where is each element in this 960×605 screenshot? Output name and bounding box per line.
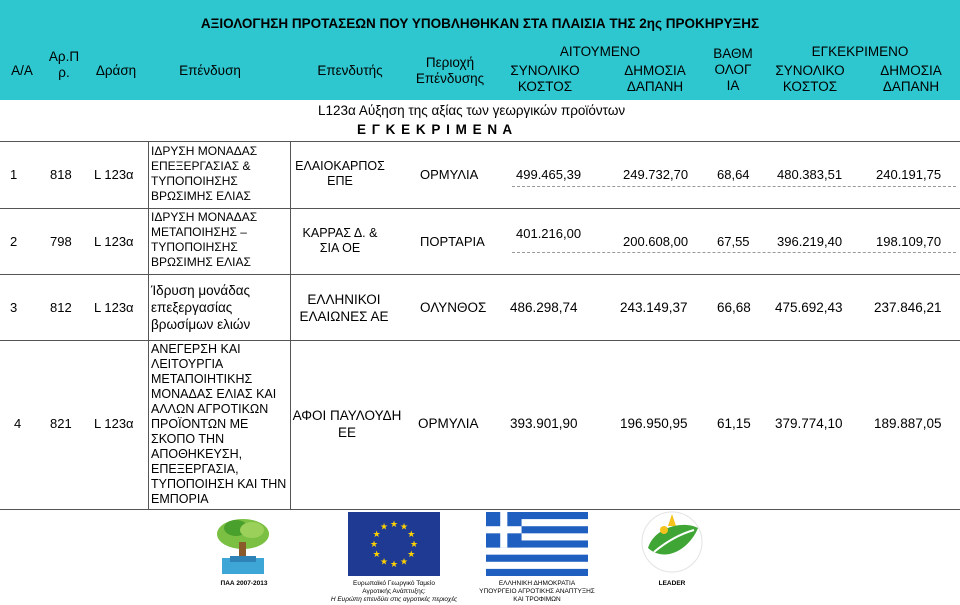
row-dimosia: 196.950,95 (620, 416, 688, 431)
gr-caption-2: ΥΠΟΥΡΓΕΙΟ ΑΓΡΟΤΙΚΗΣ ΑΝΑΠΤΥΞΗΣ (479, 588, 595, 595)
header-aitoumeno: ΑΙΤΟΥΜΕΝΟ (559, 44, 641, 59)
eu-caption-2: Αγροτικής Ανάπτυξης: (362, 588, 426, 595)
eu-caption-3: Η Ευρώπη επενδύει στις αγροτικές περιοχές (330, 596, 458, 603)
flag-stripe (486, 562, 588, 570)
header-drasi: Δράση (95, 63, 137, 78)
row-vathmos: 67,55 (717, 234, 750, 249)
eu-star-icon: ★ (389, 519, 399, 529)
row-periochi: ΟΡΜΥΛΙΑ (418, 416, 479, 431)
flag-stripe (486, 569, 588, 576)
flag-cross (486, 526, 522, 533)
row-vathmos: 68,64 (717, 167, 750, 182)
header-periochi: Περιοχή Επένδυσης (415, 54, 485, 86)
eu-star-icon: ★ (379, 521, 389, 532)
row-aa: 4 (14, 416, 22, 431)
row-eg-dimosia: 240.191,75 (876, 167, 942, 182)
eu-flag (348, 512, 440, 576)
eu-star-icon: ★ (372, 529, 381, 539)
eu-star-icon: ★ (407, 529, 416, 539)
row-divider (0, 141, 960, 142)
page-title: ΑΞΙΟΛΟΓΗΣΗ ΠΡΟΤΑΣΕΩΝ ΠΟΥ ΥΠΟΒΛΗΘΗΚΑΝ ΣΤΑ ΠΛΑΙΣΙΑ ΤΗΣ 2ης ΠΡΟΚΗΡΥΞΗΣ (200, 15, 760, 31)
header-egkekrimeno: ΕΓΚΕΚΡΙΜΕΝΟ (811, 44, 909, 59)
row-ependytis: ΑΦΟΙ ΠΑΥΛΟΥΔΗ ΕΕ (292, 408, 402, 440)
header-dimosia-egkekrimeno: ΔΗΜΟΣΙΑ ΔΑΠΑΝΗ (880, 63, 942, 94)
gr-caption-1: ΕΛΛΗΝΙΚΗ ΔΗΜΟΚΡΑΤΙΑ (498, 580, 576, 587)
greek-flag (486, 512, 588, 576)
eu-star-icon: ★ (389, 559, 399, 569)
leader-logo (632, 508, 712, 578)
gr-caption-3: ΚΑΙ ΤΡΟΦΙΜΩΝ (513, 596, 561, 603)
row-ependytis: ΕΛΑΙΟΚΑΡΠΟΣ ΕΠΕ (295, 159, 385, 188)
eu-star-icon: ★ (409, 539, 419, 549)
paa-logo (212, 512, 274, 576)
eu-star-icon: ★ (379, 556, 389, 567)
measure-heading: L123α Αύξηση της αξίας των γεωργικών προϊόντων (318, 103, 626, 118)
status-heading: Ε Γ Κ Ε Κ Ρ Ι Μ Ε Ν Α (357, 122, 514, 137)
row-periochi: ΟΛΥΝΘΟΣ (420, 300, 487, 315)
row-dash (512, 186, 956, 187)
row-synoliko: 401.216,00 (516, 226, 582, 241)
row-arp: 821 (50, 416, 72, 431)
row-synoliko: 499.465,39 (516, 167, 582, 182)
row-drasi: L 123α (94, 167, 134, 182)
row-divider (0, 208, 960, 209)
row-periochi: ΠΟΡΤΑΡΙΑ (420, 234, 485, 249)
row-endysi: Ίδρυση μονάδας επεξεργασίας βρωσίμων ελιών (151, 283, 251, 332)
row-arp: 818 (50, 167, 72, 182)
row-eg-synoliko: 480.383,51 (777, 167, 843, 182)
row-eg-dimosia: 189.887,05 (874, 416, 942, 431)
row-eg-synoliko: 379.774,10 (775, 416, 843, 431)
row-eg-dimosia: 237.846,21 (874, 300, 942, 315)
row-arp: 812 (50, 300, 72, 315)
eu-star-icon: ★ (407, 549, 416, 559)
eu-star-icon: ★ (399, 556, 409, 567)
row-endysi: ΑΝΕΓΕΡΣΗ ΚΑΙ ΛΕΙΤΟΥΡΓΙΑ ΜΕΤΑΠΟΙΗΤΙΚΗΣ ΜΟΝΑΔΑΣ ΕΛΙΑΣ ΚΑΙ ΑΛΛΩΝ ΑΓΡΟΤΙΚΩΝ ΠΡΟΪΟΝΤΩΝ ΜΕ ΣΚΟΠΟ ΤΗΝ ΑΠΟΘΗΚΕΥΣΗ, ΕΠΕΞΕΡΓΑΣΙΑ, ΤΥΠΟΠΟΙΗΣΗ ΚΑΙ ΤΗΝ ΕΜΠΟΡΙΑ (151, 342, 287, 506)
row-dimosia: 243.149,37 (620, 300, 688, 315)
eu-caption-1: Ευρωπαϊκό Γεωργικό Ταμείο (353, 580, 435, 587)
row-divider (0, 340, 960, 341)
eu-star-icon: ★ (369, 539, 379, 549)
row-aa: 2 (10, 234, 18, 249)
row-drasi: L 123α (94, 300, 134, 315)
eu-star-icon: ★ (372, 549, 381, 559)
row-aa: 1 (10, 167, 18, 182)
header-synoliko-aitoumeno: ΣΥΝΟΛΙΚΟ ΚΟΣΤΟΣ (510, 63, 580, 94)
flag-stripe (486, 555, 588, 563)
header-endysi: Επένδυση (179, 63, 241, 78)
row-drasi: L 123α (94, 234, 134, 249)
row-endysi: ΙΔΡΥΣΗ ΜΟΝΑΔΑΣ ΜΕΤΑΠΟΙΗΣΗΣ – ΤΥΠΟΠΟΙΗΣΗΣ ΒΡΩΣΙΜΗΣ ΕΛΙΑΣ (151, 210, 258, 269)
row-aa: 3 (10, 300, 18, 315)
row-synoliko: 393.901,90 (510, 416, 578, 431)
row-eg-dimosia: 198.109,70 (876, 234, 942, 249)
flag-stripe (486, 548, 588, 556)
row-ependytis: ΚΑΡΡΑΣ Δ. & ΣΙΑ ΟΕ (302, 226, 378, 255)
row-vathmos: 61,15 (717, 416, 751, 431)
header-synoliko-egkekrimeno: ΣΥΝΟΛΙΚΟ ΚΟΣΤΟΣ (775, 63, 845, 94)
header-dimosia-aitoumeno: ΔΗΜΟΣΙΑ ΔΑΠΑΝΗ (624, 63, 686, 94)
header-arp: Αρ.Π ρ. (48, 49, 80, 80)
row-dash (512, 252, 956, 253)
row-vathmos: 66,68 (717, 300, 751, 315)
paa-caption: ΠΑΑ 2007-2013 (220, 580, 268, 587)
row-arp: 798 (50, 234, 72, 249)
row-drasi: L 123α (94, 416, 134, 431)
header-ependytis: Επενδυτής (317, 63, 383, 78)
row-divider (0, 274, 960, 275)
row-periochi: ΟΡΜΥΛΙΑ (420, 167, 479, 182)
row-synoliko: 486.298,74 (510, 300, 578, 315)
header-vathmologia: ΒΑΘΜ ΟΛΟΓ ΙΑ (713, 46, 753, 93)
row-dimosia: 200.608,00 (623, 234, 689, 249)
row-endysi: ΙΔΡΥΣΗ ΜΟΝΑΔΑΣ ΕΠΕΞΕΡΓΑΣΙΑΣ & ΤΥΠΟΠΟΙΗΣΗΣ ΒΡΩΣΙΜΗΣ ΕΛΙΑΣ (151, 144, 258, 203)
row-divider (0, 509, 960, 510)
row-dimosia: 249.732,70 (623, 167, 689, 182)
column-divider (290, 141, 291, 509)
column-divider (148, 141, 149, 509)
row-eg-synoliko: 396.219,40 (777, 234, 843, 249)
row-eg-synoliko: 475.692,43 (775, 300, 843, 315)
leader-caption: LEADER (658, 580, 686, 587)
eu-star-icon: ★ (399, 521, 409, 532)
header-aa: Α/Α (11, 63, 33, 78)
row-ependytis: ΕΛΛΗΝΙΚΟΙ ΕΛΑΙΩΝΕΣ ΑΕ (299, 292, 389, 324)
